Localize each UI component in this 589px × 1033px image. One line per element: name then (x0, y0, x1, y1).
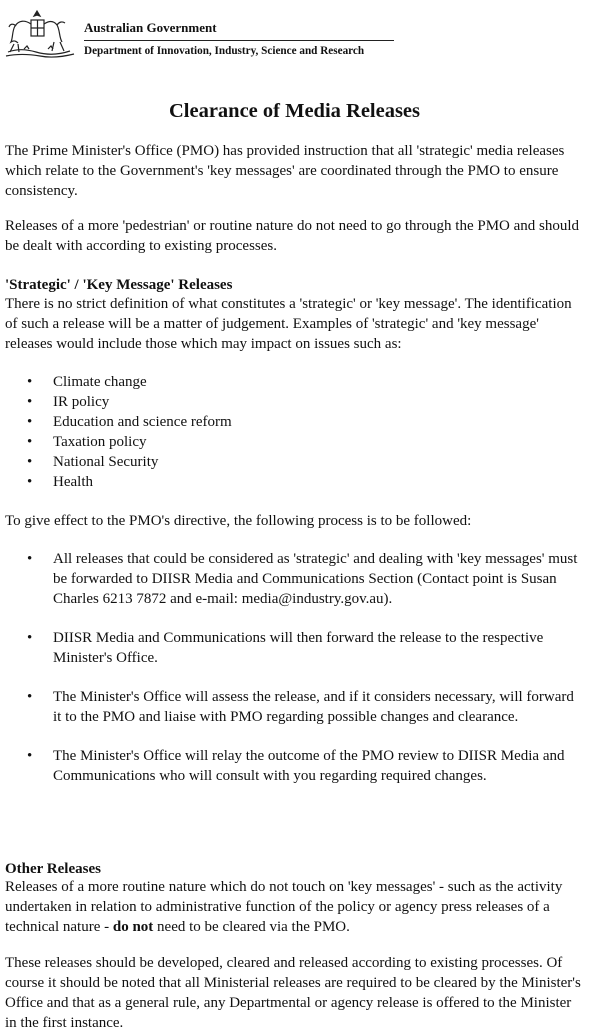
list-item: • All releases that could be considered as 'strategic' and dealing with 'key messages' must be forwarded to DIISR Media and Communications Section (Contact point is Susan Charles 6213 7872 and e-mail: media@industry.gov.au). (5, 549, 581, 609)
process-steps-list (5, 549, 581, 805)
emphasis-do-not: do not (112, 919, 154, 935)
other-text-after: need to be cleared via the PMO. (153, 919, 350, 935)
other-releases-heading: Other Releases (5, 861, 101, 877)
letterhead (4, 6, 399, 62)
document-title: Clearance of Media Releases (168, 100, 421, 122)
coat-of-arms-icon (4, 8, 78, 58)
government-name: Australian Government (84, 20, 217, 35)
list-item: • Taxation policy (5, 432, 581, 452)
other-text-before: Releases of a more routine nature which do not touch on 'key messages' - such as the activity undertaken in relation to administrative function of the policy or agency press releases of a technical nature - (5, 879, 563, 935)
list-item: • National Security (5, 452, 581, 472)
closing-paragraph: These releases should be developed, cleared and released according to existing processes. Of course it should be noted that all Ministerial releases are required to be cleared by the Minister's Office and that as a general rule, any Departmental or agency release is offered to the Minister in the first instance. (5, 955, 581, 1031)
routine-paragraph: Releases of a more 'pedestrian' or routine nature do not need to go through the PMO and should be dealt with according to existing processes. (5, 218, 580, 254)
list-item: • Health (5, 472, 581, 492)
list-item: • IR policy (5, 392, 581, 412)
other-releases-paragraph (5, 877, 584, 937)
process-intro: To give effect to the PMO's directive, the following process is to be followed: (5, 513, 472, 529)
list-item: • Climate change (5, 372, 581, 392)
strategic-heading: 'Strategic' / 'Key Message' Releases (5, 277, 233, 293)
list-item: • DIISR Media and Communications will then forward the release to the respective Minister's Office. (5, 628, 581, 668)
intro-paragraph: The Prime Minister's Office (PMO) has provided instruction that all 'strategic' media releases which relate to the Government's 'key messages' are coordinated through the PMO to ensure consistency. (5, 143, 565, 199)
list-item: • The Minister's Office will relay the outcome of the PMO review to DIISR Media and Communications who will consult with you regarding required changes. (5, 746, 581, 786)
header-divider (84, 40, 394, 41)
list-item: • The Minister's Office will assess the release, and if it considers necessary, will forward it to the PMO and liaise with PMO regarding possible changes and clearance. (5, 687, 581, 727)
strategic-paragraph: There is no strict definition of what constitutes a 'strategic' or 'key message'. The identification of such a release will be a matter of judgement. Examples of 'strategic' and 'key message' releases would include those which may impact on issues such as: (5, 296, 572, 352)
department-name: Department of Innovation, Industry, Science and Research (84, 45, 365, 57)
list-item: • Education and science reform (5, 412, 581, 432)
issues-list (5, 372, 581, 492)
